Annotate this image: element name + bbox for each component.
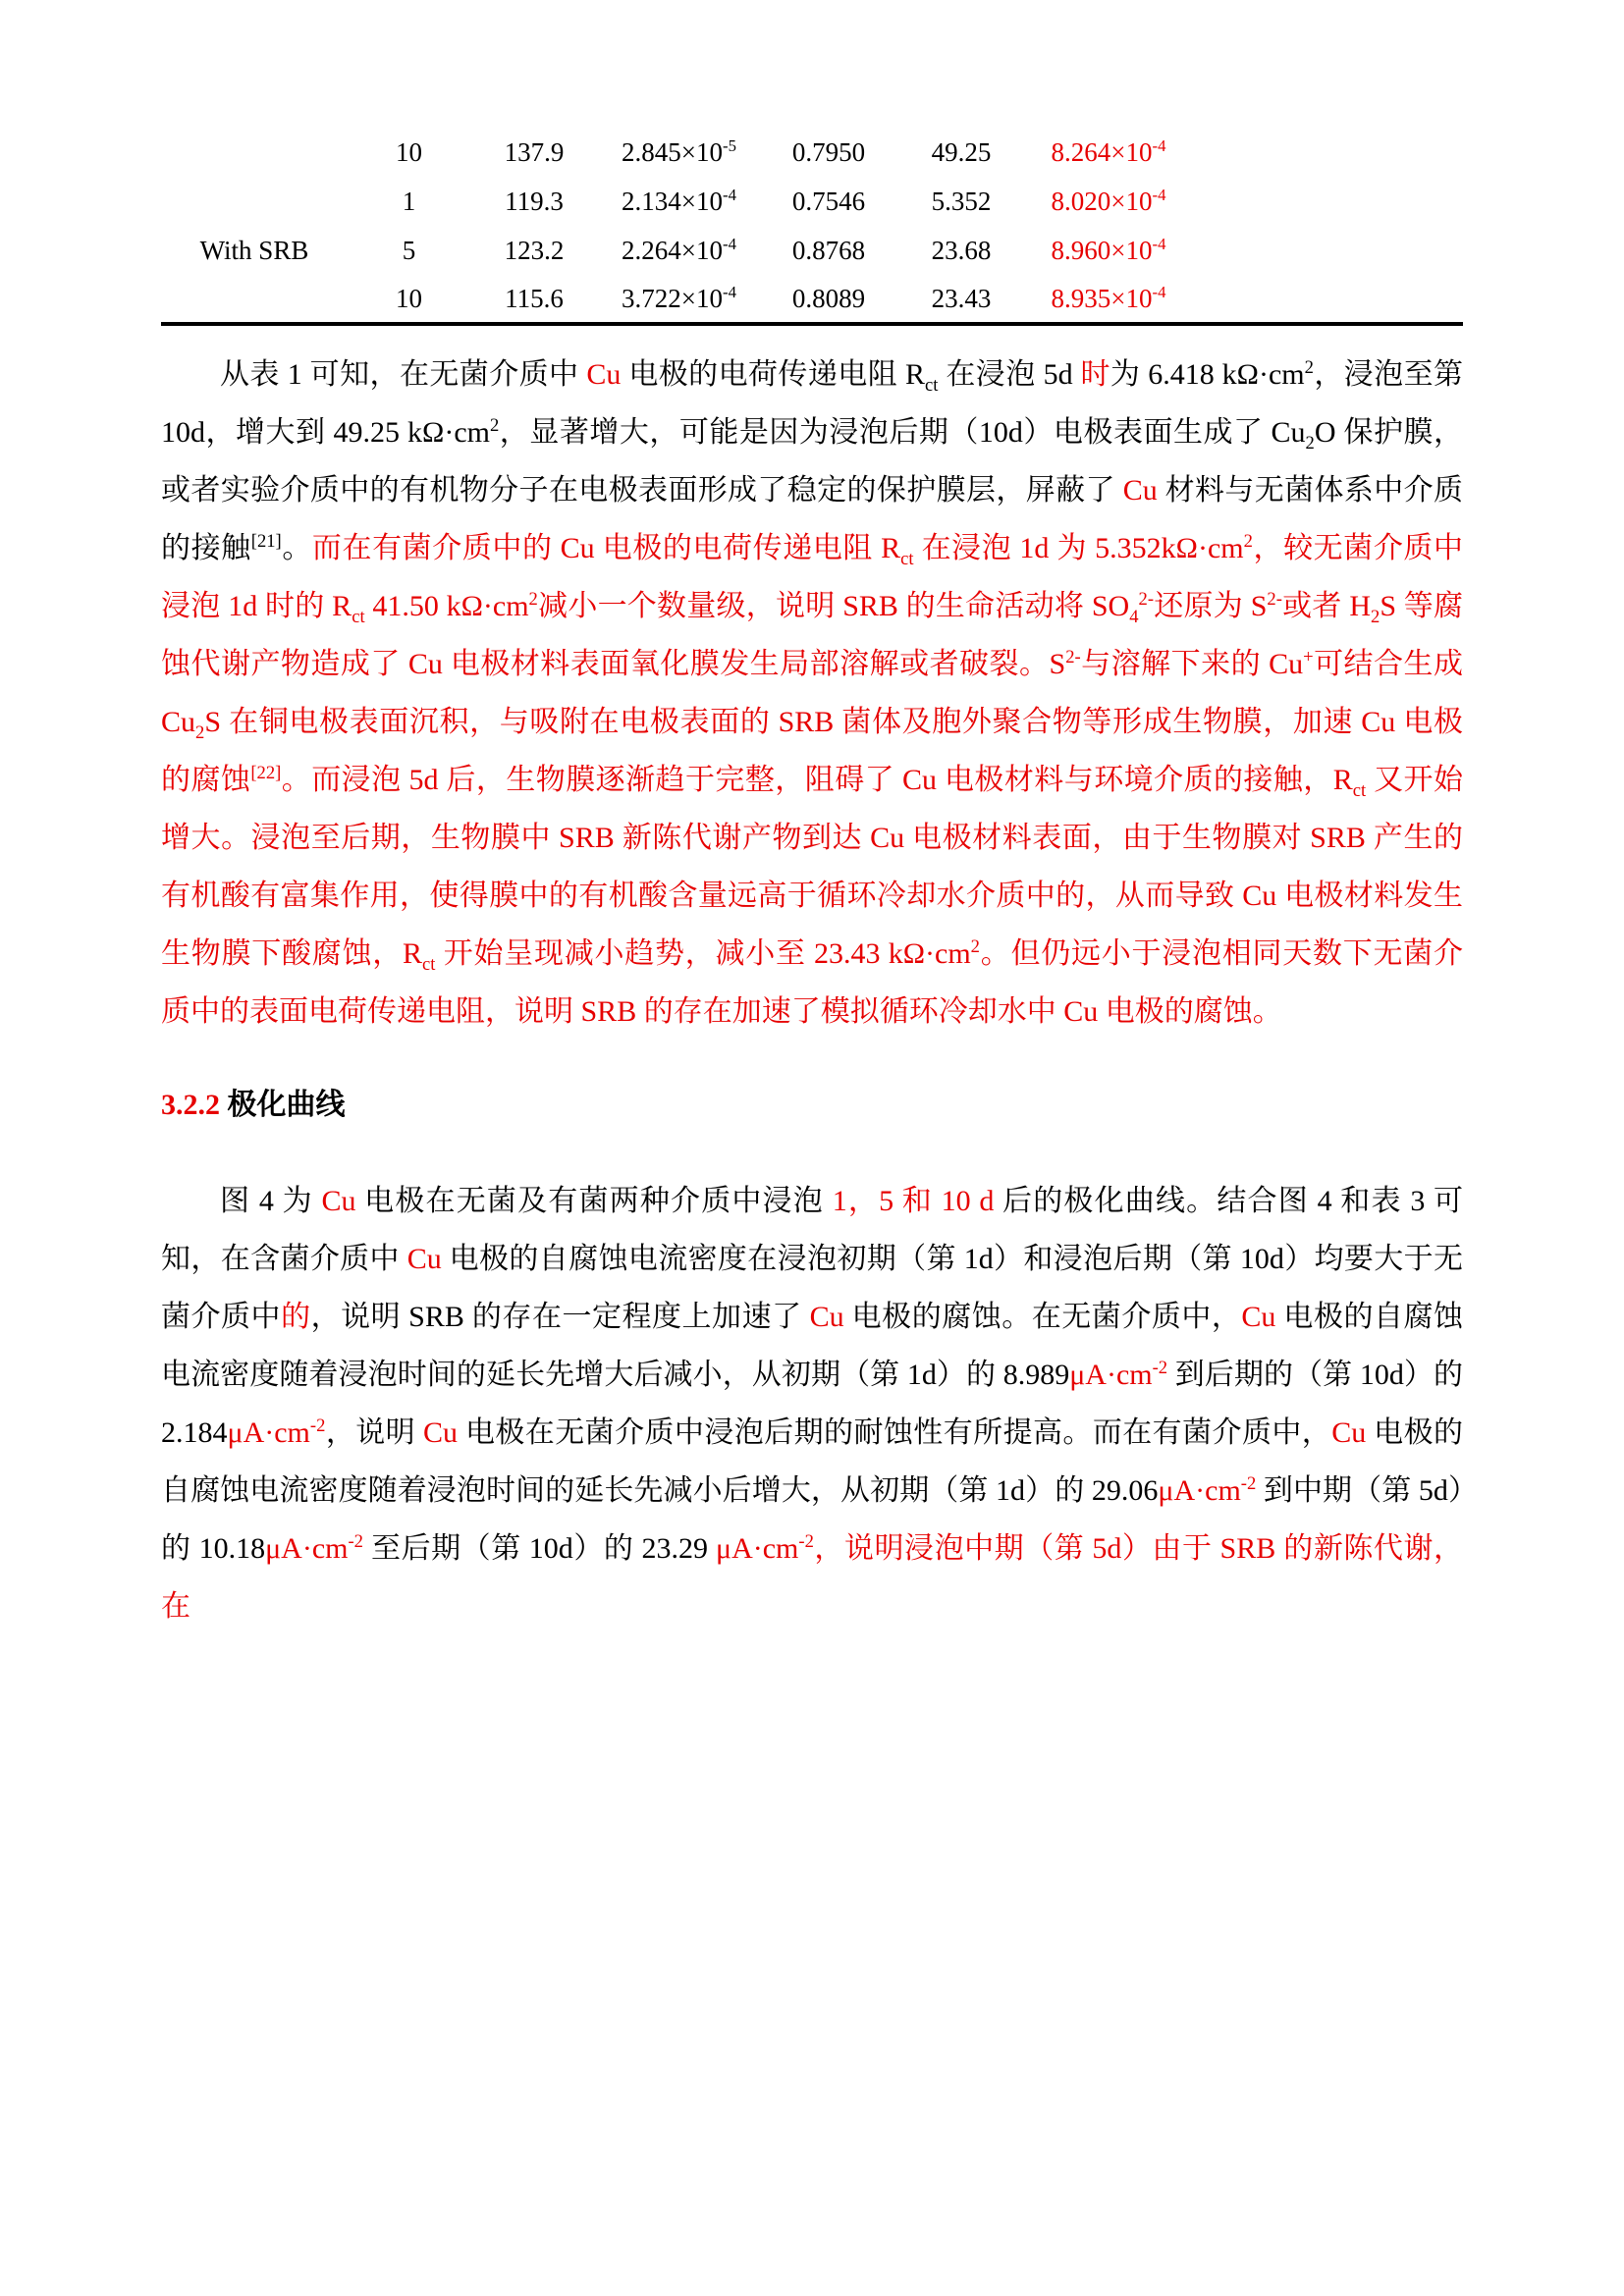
value-cell: 49.25 xyxy=(931,136,992,167)
empty-cell xyxy=(1192,177,1463,226)
value-cell: 0.7546 xyxy=(791,186,866,216)
value-cell: 0.8089 xyxy=(791,283,866,313)
eis-parameters-table xyxy=(161,128,1463,326)
empty-cell xyxy=(1192,128,1463,177)
empty-cell xyxy=(1192,275,1463,324)
group-label-cell xyxy=(161,177,348,226)
value-cell: 119.3 xyxy=(505,186,564,216)
value-cell: $2.845\times 10^{-5}$ xyxy=(622,135,736,167)
immersion-day-cell: 1 xyxy=(402,186,416,216)
value-cell: $3.722\times 10^{-4}$ xyxy=(622,282,736,313)
value-cell: 5.352 xyxy=(931,186,992,216)
group-label-cell xyxy=(161,275,348,324)
value-cell: 115.6 xyxy=(505,283,564,313)
group-label-cell xyxy=(161,128,348,177)
table-row xyxy=(161,275,1463,324)
table-row xyxy=(161,128,1463,177)
table-row xyxy=(161,177,1463,226)
value-cell: 0.8768 xyxy=(791,235,866,265)
value-cell: 23.68 xyxy=(931,235,992,265)
section-heading-3-2-2: 3.2.2 极化曲线 xyxy=(161,1089,346,1121)
immersion-day-cell: 10 xyxy=(396,283,422,313)
value-cell: $2.134\times 10^{-4}$ xyxy=(622,185,736,216)
value-cell: 23.43 xyxy=(931,283,992,313)
group-label-cell: With SRB xyxy=(199,235,309,265)
revised-value-cell: $8.020\times 10^{-4}$ xyxy=(1051,185,1166,216)
revised-value-cell: $8.960\times 10^{-4}$ xyxy=(1051,234,1166,265)
revised-value-cell: $8.264\times 10^{-4}$ xyxy=(1051,135,1166,167)
value-cell: 137.9 xyxy=(504,136,565,167)
table-row xyxy=(161,226,1463,275)
polarization-analysis-paragraph: 图 4 为 Cu 电极在无菌及有菌两种介质中浸泡 1，5 和 10 d 后的极化曲线。结合图 4 和表 3 可知，在含菌介质中 Cu 电极的自腐蚀电流密度在浸泡初期（第 1d）和浸泡后期（第 10d）均要大于无菌介质中的，说明 SRB 的存在一定程度上加速了 Cu 电极的腐蚀。在无菌介质中，Cu 电极的自腐蚀电流密度随着浸泡时间的延长先增大后减小，从初期（第 1d）的 $8.989\mu A\cdot cm^{-2}$ 到后期的（第 10d）的 $2.184\mu A\cdot cm^{-2}$，说明 Cu 电极在无菌介质中浸泡后期的耐蚀性有所提高。而在有菌介质中，Cu 电极的自腐蚀电流密度随着浸泡时间的延长先减小后增大，从初期（第 1d）的 $29.06\mu A\cdot cm^{-2}$ 到中期（第 5d）的 $10.18\mu A\cdot cm^{-2}$ 至后期（第 10d）的 23.29 $\mu A\cdot cm^{-2}$，说明浸泡中期（第 5d）由于 SRB 的新陈代谢，在 xyxy=(161,1185,1464,1623)
immersion-day-cell: 10 xyxy=(396,136,422,167)
value-cell: $2.264\times 10^{-4}$ xyxy=(622,234,736,265)
empty-cell xyxy=(1192,226,1463,275)
value-cell: 0.7950 xyxy=(791,136,866,167)
eis-analysis-paragraph: 从表 1 可知，在无菌介质中 Cu 电极的电荷传递电阻 $R_{ct}$ 在浸泡 5d 时为 6.418 $k\Omega\cdot cm^2$，浸泡至第 10d，增大到 49.25 $k\Omega\cdot cm^2$，显著增大，可能是因为浸泡后期（10d）电极表面生成了 $Cu_2O$ 保护膜，或者实验介质中的有机物分子在电极表面形成了稳定的保护膜层，屏蔽了 Cu 材料与无菌体系中介质的接触[21]。而在有菌介质中的 Cu 电极的电荷传递电阻 $R_{ct}$ 在浸泡 1d 为 $5.352k\Omega\cdot cm^2$，较无菌介质中浸泡 1d 时的 $R_{ct}$ 41.50 $k\Omega\cdot cm^2$减小一个数量级，说明 SRB 的生命活动将 $SO_4^{2-}$还原为 $S^{2-}$或者 $H_2S$ 等腐蚀代谢产物造成了 Cu 电极材料表面氧化膜发生局部溶解或者破裂。$S^{2-}$与溶解下来的 Cu+可结合生成 $Cu_2S$ 在铜电极表面沉积，与吸附在电极表面的 SRB 菌体及胞外聚合物等形成生物膜，加速 Cu 电极的腐蚀[22]。而浸泡 5d 后，生物膜逐渐趋于完整，阻碍了 Cu 电极材料与环境介质的接触，$R_{ct}$ 又开始增大。浸泡至后期，生物膜中 SRB 新陈代谢产物到达 Cu 电极材料表面，由于生物膜对 SRB 产生的有机酸有富集作用，使得膜中的有机酸含量远高于循环冷却水介质中的，从而导致 Cu 电极材料发生生物膜下酸腐蚀，$R_{ct}$ 开始呈现减小趋势，减小至 23.43 $k\Omega\cdot cm^2$。但仍远小于浸泡相同天数下无菌介质中的表面电荷传递电阻，说明 SRB 的存在加速了模拟循环冷却水中 Cu 电极的腐蚀。 xyxy=(161,357,1464,1028)
revised-value-cell: $8.935\times 10^{-4}$ xyxy=(1051,282,1166,313)
value-cell: 123.2 xyxy=(504,235,565,265)
immersion-day-cell: 5 xyxy=(402,235,416,265)
